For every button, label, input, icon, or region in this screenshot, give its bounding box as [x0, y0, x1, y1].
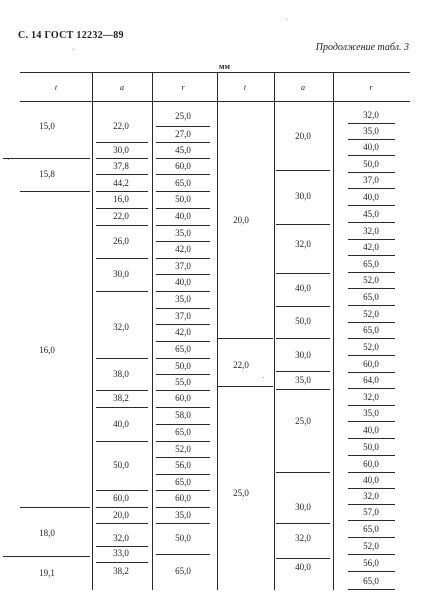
row-rule	[156, 291, 210, 292]
row-rule	[156, 407, 210, 408]
cell-t-left: 16,0	[39, 345, 55, 355]
row-rule	[156, 191, 210, 192]
row-rule	[348, 255, 395, 256]
cell-a-right: 35,0	[295, 375, 311, 385]
cell-r-left: 60,0	[175, 161, 191, 171]
row-rule	[348, 272, 395, 273]
row-rule	[276, 273, 330, 274]
row-rule	[348, 155, 395, 156]
row-rule	[96, 225, 148, 226]
cell-a-left: 30,0	[113, 269, 129, 279]
cell-t-left: 15,8	[39, 169, 55, 179]
row-rule	[96, 562, 148, 563]
row-rule	[96, 490, 148, 491]
column-rule	[92, 72, 93, 590]
row-rule	[276, 371, 330, 372]
cell-r-right: 40,0	[363, 192, 379, 202]
row-rule	[156, 358, 210, 359]
row-rule	[156, 507, 210, 508]
row-rule	[96, 142, 148, 143]
row-rule	[156, 126, 210, 127]
row-rule	[348, 388, 395, 389]
cell-r-right: 35,0	[363, 408, 379, 418]
row-rule	[156, 274, 210, 275]
cell-a-left: 44,2	[113, 178, 129, 188]
row-rule	[96, 158, 148, 159]
row-rule	[348, 520, 395, 521]
cell-r-right: 57,0	[363, 507, 379, 517]
page-reference: С. 14 ГОСТ 12232—89	[18, 30, 124, 41]
cell-a-left: 26,0	[113, 236, 129, 246]
cell-r-left: 40,0	[175, 277, 191, 287]
cell-a-left: 20,0	[113, 510, 129, 520]
cell-r-left: 65,0	[175, 566, 191, 576]
row-rule	[156, 390, 210, 391]
scan-speck: ·	[72, 46, 75, 54]
column-rule	[333, 72, 334, 590]
cell-t-left: 15,0	[39, 121, 55, 131]
cell-r-left: 35,0	[175, 228, 191, 238]
cell-r-left: 37,0	[175, 261, 191, 271]
row-rule	[156, 554, 210, 555]
cell-r-left: 56,0	[175, 460, 191, 470]
row-rule	[276, 523, 330, 524]
row-rule	[276, 389, 330, 390]
row-rule	[96, 291, 148, 292]
cell-r-left: 25,0	[175, 111, 191, 121]
cell-a-right: 30,0	[295, 350, 311, 360]
row-rule	[156, 225, 210, 226]
cell-r-right: 60,0	[363, 459, 379, 469]
cell-a-left: 22,0	[113, 211, 129, 221]
row-rule	[348, 322, 395, 323]
cell-r-right: 32,0	[363, 392, 379, 402]
row-rule	[96, 258, 148, 259]
cell-a-right: 40,0	[295, 283, 311, 293]
row-rule	[348, 571, 395, 572]
row-rule	[156, 241, 210, 242]
cell-r-left: 65,0	[175, 477, 191, 487]
row-rule	[348, 372, 395, 373]
cell-a-right: 32,0	[295, 239, 311, 249]
cell-a-right: 30,0	[295, 502, 311, 512]
cell-r-left: 42,0	[175, 244, 191, 254]
row-rule	[20, 556, 90, 557]
row-rule	[348, 472, 395, 473]
row-rule	[96, 358, 148, 359]
row-rule	[20, 507, 90, 508]
cell-r-right: 65,0	[363, 259, 379, 269]
row-rule	[156, 424, 210, 425]
row-rule	[156, 341, 210, 342]
row-rule	[348, 355, 395, 356]
row-rule	[96, 390, 148, 391]
cell-r-right: 32,0	[363, 110, 379, 120]
row-rule	[156, 457, 210, 458]
row-rule	[348, 537, 395, 538]
scan-speck: ·	[262, 374, 265, 382]
row-rule	[348, 205, 395, 206]
column-header-a-left: a	[120, 83, 124, 92]
cell-a-left: 32,0	[113, 533, 129, 543]
cell-r-right: 65,0	[363, 576, 379, 586]
cell-r-right: 64,0	[363, 375, 379, 385]
column-rule	[152, 72, 153, 590]
row-rule	[96, 407, 148, 408]
cell-r-right: 50,0	[363, 442, 379, 452]
cell-t-right: 20,0	[233, 215, 249, 225]
row-rule	[348, 338, 395, 339]
cell-t-left: 18,0	[39, 528, 55, 538]
cell-a-left: 38,0	[113, 369, 129, 379]
cell-t-right: 25,0	[233, 488, 249, 498]
cell-a-left: 32,0	[113, 322, 129, 332]
row-rule	[348, 123, 395, 124]
cell-a-right: 20,0	[295, 131, 311, 141]
row-rule	[156, 158, 210, 159]
row-rule	[156, 208, 210, 209]
row-rule	[156, 441, 210, 442]
cell-r-right: 60,0	[363, 359, 379, 369]
cell-r-right: 32,0	[363, 491, 379, 501]
row-rule	[156, 324, 210, 325]
row-rule	[96, 191, 148, 192]
row-rule	[156, 474, 210, 475]
cell-r-left: 60,0	[175, 393, 191, 403]
row-rule	[96, 174, 148, 175]
cell-r-left: 50,0	[175, 361, 191, 371]
row-rule	[96, 546, 148, 547]
row-rule	[96, 441, 148, 442]
cell-a-right: 32,0	[295, 533, 311, 543]
row-rule	[156, 258, 210, 259]
cell-a-right: 30,0	[295, 191, 311, 201]
cell-r-right: 50,0	[363, 159, 379, 169]
cell-r-right: 65,0	[363, 524, 379, 534]
column-header-t-left: t	[54, 83, 58, 92]
cell-r-right: 32,0	[363, 226, 379, 236]
row-rule	[348, 405, 395, 406]
cell-r-left: 45,0	[175, 145, 191, 155]
cell-r-left: 35,0	[175, 294, 191, 304]
row-rule	[348, 288, 395, 289]
row-rule	[348, 554, 395, 555]
cell-r-left: 65,0	[175, 344, 191, 354]
cell-t-left: 19,1	[39, 568, 55, 578]
row-rule	[276, 338, 330, 339]
cell-r-left: 50,0	[175, 194, 191, 204]
cell-a-left: 37,8	[113, 161, 129, 171]
row-rule	[276, 306, 330, 307]
cell-r-left: 52,0	[175, 444, 191, 454]
cell-r-right: 37,0	[363, 175, 379, 185]
row-rule	[348, 305, 395, 306]
column-header-t-right: t	[243, 83, 247, 92]
cell-a-left: 50,0	[113, 460, 129, 470]
cell-r-right: 35,0	[363, 126, 379, 136]
cell-r-right: 45,0	[363, 209, 379, 219]
row-rule	[20, 158, 90, 159]
cell-r-right: 52,0	[363, 541, 379, 551]
cell-r-right: 40,0	[363, 475, 379, 485]
row-rule	[348, 139, 395, 140]
scan-speck: ˋ	[285, 18, 288, 26]
row-rule	[96, 507, 148, 508]
cell-r-right: 52,0	[363, 275, 379, 285]
cell-a-left: 16,0	[113, 194, 129, 204]
cell-a-right: 40,0	[295, 562, 311, 572]
cell-a-left: 38,2	[113, 393, 129, 403]
row-rule	[96, 208, 148, 209]
cell-r-right: 52,0	[363, 309, 379, 319]
cell-r-right: 52,0	[363, 342, 379, 352]
cell-r-left: 60,0	[175, 493, 191, 503]
row-rule	[276, 170, 330, 171]
cell-a-left: 33,0	[113, 548, 129, 558]
row-rule	[348, 488, 395, 489]
row-rule	[156, 374, 210, 375]
table-continuation-label: Продолжение табл. 3	[315, 42, 409, 53]
cell-r-left: 58,0	[175, 410, 191, 420]
row-rule	[20, 101, 410, 102]
cell-r-right: 65,0	[363, 325, 379, 335]
row-rule	[276, 558, 330, 559]
cell-r-left: 55,0	[175, 377, 191, 387]
cell-r-right: 40,0	[363, 142, 379, 152]
column-rule	[217, 72, 218, 590]
cell-r-right: 65,0	[363, 292, 379, 302]
cell-r-left: 42,0	[175, 327, 191, 337]
row-rule	[348, 421, 395, 422]
units-label: мм	[219, 62, 230, 71]
row-rule	[96, 523, 148, 524]
column-header-r-left: r	[181, 83, 185, 92]
row-rule	[3, 556, 24, 557]
row-rule	[20, 191, 90, 192]
row-rule	[20, 72, 410, 73]
cell-t-right: 22,0	[233, 360, 249, 370]
row-rule	[348, 455, 395, 456]
column-rule	[274, 72, 275, 590]
row-rule	[348, 188, 395, 189]
cell-r-left: 35,0	[175, 510, 191, 520]
row-rule	[217, 386, 273, 387]
cell-r-left: 40,0	[175, 211, 191, 221]
row-rule	[348, 222, 395, 223]
row-rule	[156, 174, 210, 175]
cell-a-left: 60,0	[113, 493, 129, 503]
cell-r-left: 65,0	[175, 178, 191, 188]
cell-a-left: 38,2	[113, 566, 129, 576]
row-rule	[348, 438, 395, 439]
cell-r-left: 50,0	[175, 533, 191, 543]
column-header-a-right: a	[301, 83, 305, 92]
row-rule	[156, 490, 210, 491]
cell-r-right: 40,0	[363, 425, 379, 435]
row-rule	[156, 142, 210, 143]
row-rule	[156, 523, 210, 524]
cell-a-left: 22,0	[113, 121, 129, 131]
row-rule	[276, 472, 330, 473]
cell-a-left: 30,0	[113, 145, 129, 155]
row-rule	[348, 504, 395, 505]
cell-a-right: 50,0	[295, 316, 311, 326]
cell-r-left: 37,0	[175, 311, 191, 321]
row-rule	[217, 338, 273, 339]
row-rule	[348, 172, 395, 173]
scan-speck: ·	[7, 156, 10, 164]
cell-r-left: 65,0	[175, 427, 191, 437]
cell-a-right: 25,0	[295, 416, 311, 426]
cell-r-right: 42,0	[363, 242, 379, 252]
column-header-r-right: r	[369, 83, 373, 92]
row-rule	[156, 308, 210, 309]
cell-r-left: 27,0	[175, 129, 191, 139]
row-rule	[348, 589, 395, 590]
row-rule	[348, 239, 395, 240]
row-rule	[276, 224, 330, 225]
cell-r-right: 56,0	[363, 558, 379, 568]
cell-a-left: 40,0	[113, 419, 129, 429]
